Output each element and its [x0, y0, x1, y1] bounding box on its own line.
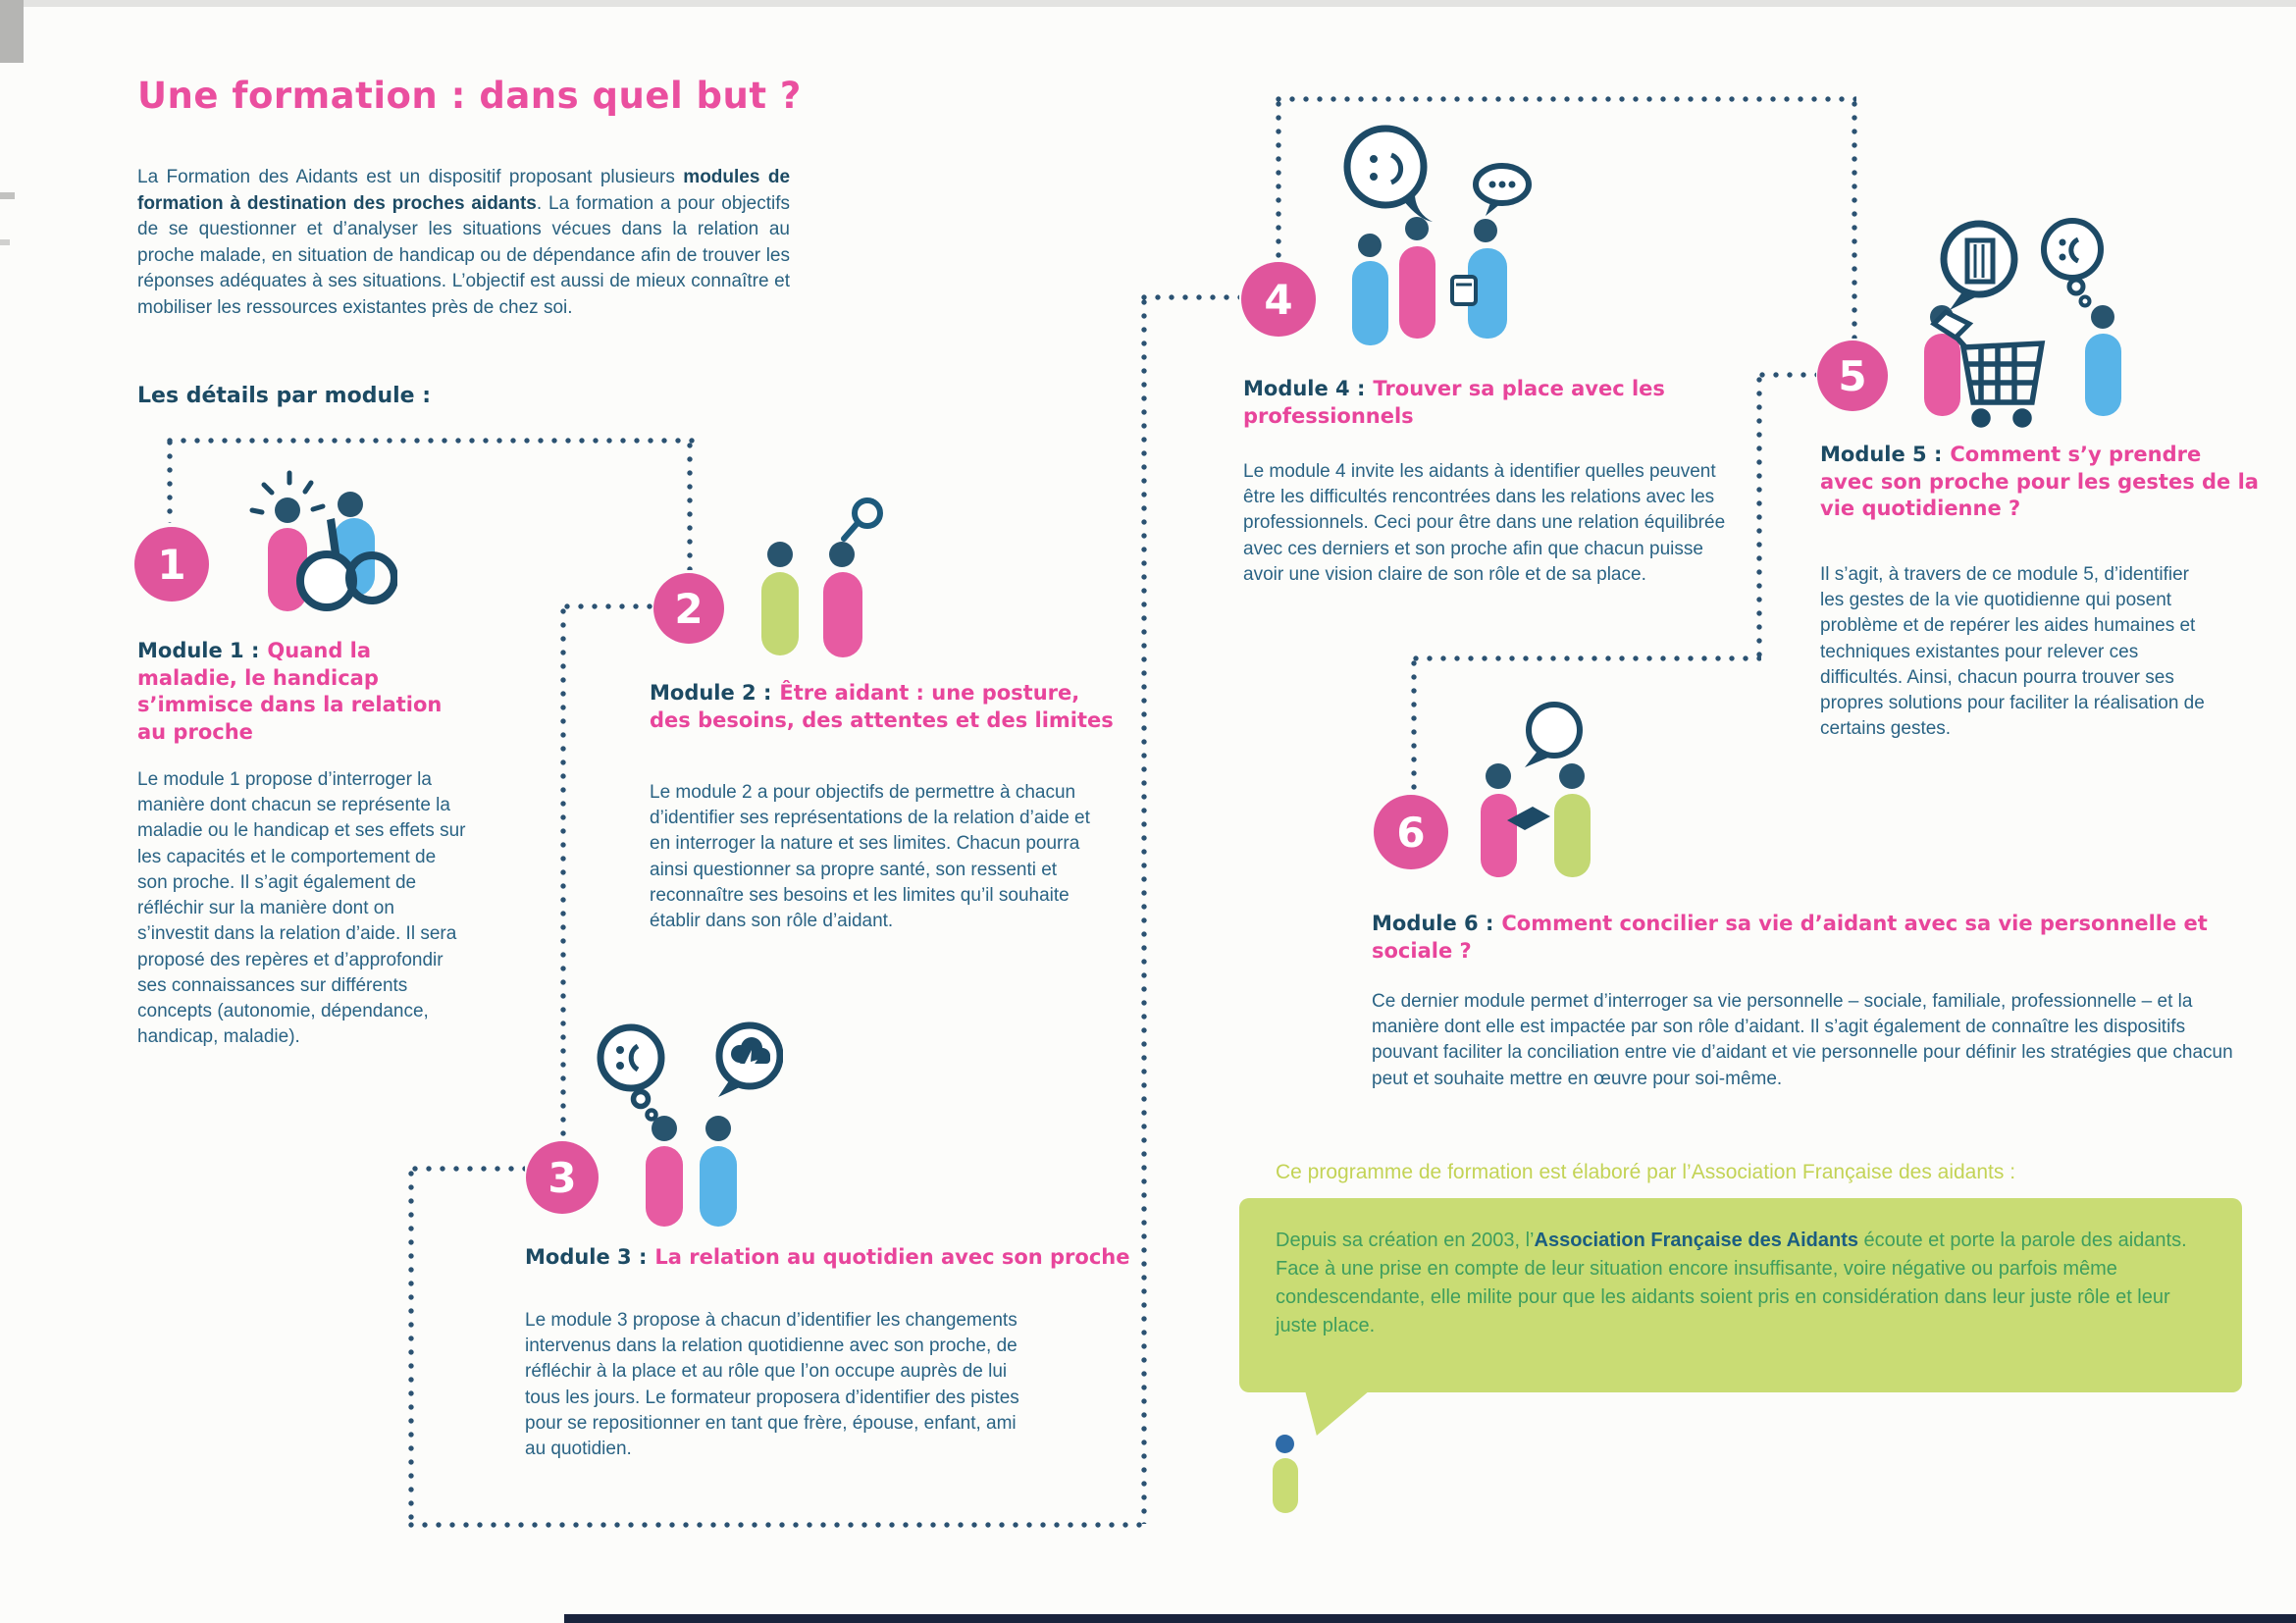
- dotted-connector: [412, 1166, 525, 1172]
- callout-post: écoute et porte la parole des aidants. Face à une prise en compte de leur situation encore insuffisante, voire négative ou parfois même condescendante, elle milite pour que les aidants soient pris en considération dans leur juste rôle et leur juste place.: [1276, 1230, 2187, 1336]
- dotted-connector: [408, 1171, 414, 1524]
- speech-bubble-icon: [1525, 705, 1580, 767]
- door-speech-bubble-icon: [1944, 224, 2014, 310]
- dotted-connector: [1411, 660, 1417, 795]
- scan-edge-corner: [0, 0, 24, 63]
- module-5-heading: [1820, 442, 2260, 523]
- sad-thought-bubble-icon: [600, 1027, 661, 1120]
- association-callout-text: [1276, 1227, 2208, 1340]
- intro-bold: modules de formation à destination des proches aidants: [137, 167, 791, 214]
- module-2-description: Le module 2 a pour objectifs de permettre à chacun d’identifier ses représentations de la relation d’aide et en interroger la nature et ses limites. Chacun pourra ainsi questionner sa propre santé, son ressenti et reconnaître ses besoins et les limites qu’il souhaite établir dans son rôle d’aidant.: [650, 782, 1090, 932]
- page-title: Une formation : dans quel but ?: [137, 75, 802, 117]
- callout-bold: Association Française des Aidants: [1534, 1230, 1858, 1251]
- dotted-connector: [1276, 101, 1281, 260]
- callout-bubble-tail: [1305, 1390, 1370, 1436]
- details-label: Les détails par module :: [137, 384, 432, 408]
- bottom-page-bar: [564, 1614, 2296, 1623]
- scan-mark: [0, 239, 10, 245]
- module-4-label: Module 4 :: [1243, 377, 1366, 400]
- dotted-connector: [687, 443, 693, 570]
- module-3-heading: [525, 1244, 1173, 1272]
- dotted-connector: [167, 438, 695, 444]
- dotted-connector: [1141, 294, 1239, 300]
- two-people-magnifier-icon: [754, 496, 891, 657]
- module-2-label: Module 2 :: [650, 681, 772, 705]
- person-with-wheelchair-icon: [240, 469, 397, 616]
- program-author-note: Ce programme de formation est élaboré par l’Association Française des aidants :: [1276, 1161, 2016, 1183]
- wheelchair-wheel-icon: [300, 554, 353, 607]
- intro-pre: La Formation des Aidants est un dispositif proposant plusieurs: [137, 167, 684, 187]
- dotted-connector: [1276, 96, 1856, 102]
- sad-thought-bubble-icon: [2044, 221, 2101, 306]
- intro-post: . La formation a pour objectifs de se questionner et d’analyser les situations vécues dans la relation au proche malade, en situation de handicap ou de dépendance afin de trouver les réponses adéquates à ses situations. L’objectif est aussi de mieux connaître et mobiliser les ressources existantes près de chez soi.: [137, 192, 790, 318]
- module-5-number-badge: 5: [1817, 340, 1888, 411]
- module-5-title: Comment s’y prendre avec son proche pour les gestes de la vie quotidienne ?: [1820, 443, 2259, 521]
- scan-edge-top: [0, 0, 2296, 7]
- three-people-conversation-icon: [1342, 122, 1539, 349]
- module-5-description: Il s’agit, à travers de ce module 5, d’identifier les gestes de la vie quotidienne qui posent problème et de repérer les aides humaines et techniques existantes pour relever ces difficultés. Ainsi, chacun pourra trouver ses propres solutions pour faciliter la réalisation de certains gestes.: [1820, 564, 2205, 740]
- scan-mark: [0, 192, 15, 199]
- module-3-number-badge: 3: [526, 1141, 599, 1214]
- module-6-heading: [1372, 911, 2240, 965]
- shopping-cart-pair-icon: [1918, 216, 2129, 434]
- module-1-heading: [137, 638, 476, 747]
- module-4-description: Le module 4 invite les aidants à identifier quelles peuvent être les difficultés rencontrées dans les relations avec les professionnels. Ceci pour être dans une relation équilibrée avec ces derniers et son proche afin que chacun puisse avoir une vision claire de son rôle et de sa place.: [1243, 461, 1726, 585]
- module-4-number-badge: 4: [1241, 262, 1316, 337]
- module-6-title: Comment concilier sa vie d’aidant avec sa vie personnelle et sociale ?: [1372, 912, 2208, 963]
- module-4-heading: [1243, 376, 1690, 430]
- module-1-number-badge: 1: [134, 527, 209, 602]
- dotted-connector: [1756, 377, 1762, 657]
- module-6-number-badge: 6: [1374, 795, 1448, 869]
- dots-speech-bubble-icon: [1476, 166, 1529, 216]
- module-2-title: Être aidant : une posture, des besoins, des attentes et des limites: [650, 681, 1114, 732]
- dotted-connector: [560, 608, 566, 1138]
- module-3-title: La relation au quotidien avec son proche: [654, 1245, 1130, 1269]
- module-6-description: Ce dernier module permet d’interroger sa vie personnelle – sociale, familiale, professionnelle – et la manière dont elle est impactée par son rôle d’aidant. Il s’agit également de connaître les dispositifs pouvant faciliter la conciliation entre vie d’aidant et vie personnelle pour définir les stratégies que chacun peut et souhaite mettre en œuvre pour soi-même.: [1372, 991, 2233, 1089]
- callout-pre: Depuis sa création en 2003, l’: [1276, 1230, 1535, 1251]
- module-1-label: Module 1 :: [137, 639, 260, 662]
- mini-person-body-icon: [1273, 1458, 1298, 1513]
- module-3-description: Le module 3 propose à chacun d’identifier les changements intervenus dans la relation quotidienne avec son proche, de réfléchir à la place et au rôle que l’on occupe auprès de lui tous les jours. Le formateur proposera d’identifier des pistes pour se repositionner en tant que frère, épouse, enfant, ami au quotidien.: [525, 1310, 1019, 1460]
- module-4-title: Trouver sa place avec les professionnels: [1243, 377, 1665, 428]
- module-2-number-badge: 2: [653, 573, 724, 644]
- person-reading-book-pair-icon: [1474, 699, 1601, 880]
- dotted-connector: [1852, 101, 1857, 339]
- sad-and-storm-speech-bubbles-icon: [587, 1021, 783, 1231]
- storm-speech-bubble-icon: [718, 1025, 780, 1097]
- magnifier-icon: [844, 500, 880, 539]
- module-5-label: Module 5 :: [1820, 443, 1943, 466]
- intro-paragraph: [137, 165, 790, 322]
- module-2-heading: [650, 680, 1125, 734]
- module-1-title: Quand la maladie, le handicap s’immisce dans la relation au proche: [137, 639, 443, 745]
- dotted-connector: [1413, 655, 1761, 661]
- mini-person-head-icon: [1276, 1435, 1294, 1453]
- dotted-connector: [1141, 299, 1147, 1524]
- dotted-connector: [167, 440, 173, 523]
- smiley-speech-bubble-icon: [1347, 129, 1433, 222]
- module-6-label: Module 6 :: [1372, 912, 1494, 935]
- dotted-connector: [408, 1522, 1146, 1528]
- dotted-connector: [564, 603, 652, 609]
- cup-icon: [1452, 277, 1476, 304]
- module-1-description: Le module 1 propose d’interroger la manière dont chacun se représente la maladie ou le handicap et ses effets sur les capacités et le comportement de son proche. Il s’agit également de réfléchir sur la manière dont on s’investit dans la relation d’aide. Il sera proposé des repères et d’approfondir ses connaissances sur différents concepts (autonomie, dépendance, handicap, maladie).: [137, 769, 466, 1048]
- module-3-label: Module 3 :: [525, 1245, 648, 1269]
- dotted-connector: [1759, 372, 1816, 378]
